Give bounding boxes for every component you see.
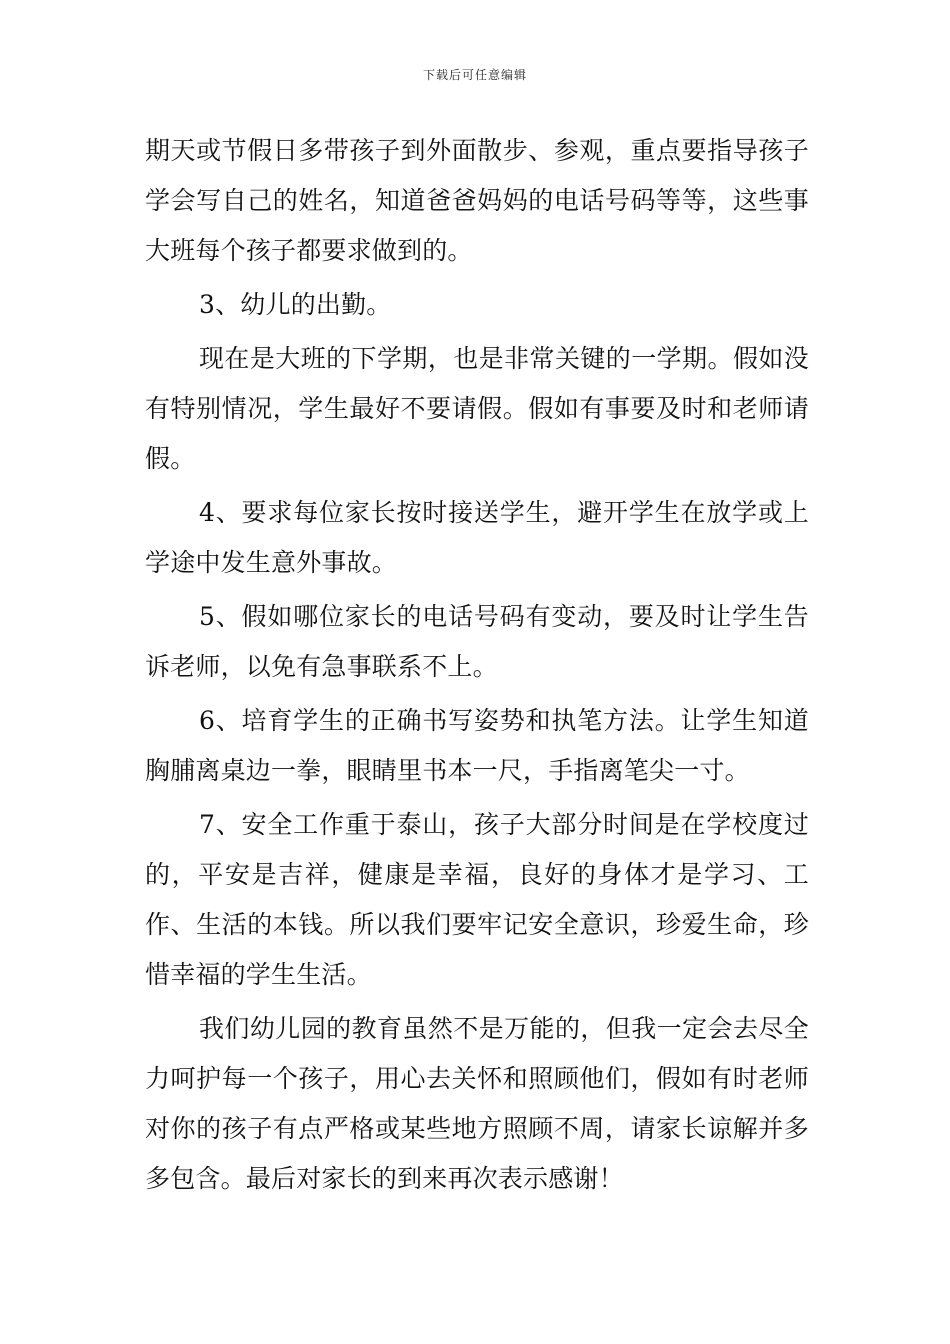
paragraph-item-6: 6、培育学生的正确书写姿势和执笔方法。让学生知道胸脯离桌边一拳，眼睛里书本一尺，手指离笔尖一寸。 [145, 706, 809, 785]
paragraph-item-4: 4、要求每位家长按时接送学生，避开学生在放学或上学途中发生意外事故。 [145, 498, 809, 577]
paragraph-closing: 我们幼儿园的教育虽然不是万能的，但我一定会去尽全力呵护每一个孩子，用心去关怀和照顾他们，假如有时老师对你的孩子有点严格或某些地方照顾不周，请家长谅解并多多包含。最后对家长的到来再次表示感谢！ [145, 1014, 809, 1193]
paragraph-item-7: 7、安全工作重于泰山，孩子大部分时间是在学校度过的，平安是吉祥，健康是幸福，良好的身体才是学习、工作、生活的本钱。所以我们要牢记安全意识，珍爱生命，珍惜幸福的学生生活。 [145, 810, 809, 989]
paragraph-continuation: 期天或节假日多带孩子到外面散步、参观，重点要指导孩子学会写自己的姓名，知道爸爸妈妈的电话号码等等，这些事大班每个孩子都要求做到的。 [145, 136, 809, 265]
page-header: 下载后可任意编辑 [422, 68, 527, 82]
paragraph-item-3-heading: 3、幼儿的出勤。 [199, 290, 392, 319]
document-body [145, 126, 809, 1208]
paragraph-attendance: 现在是大班的下学期，也是非常关键的一学期。假如没有特别情况，学生最好不要请假。假如有事要及时和老师请假。 [145, 344, 809, 473]
paragraph-item-5: 5、假如哪位家长的电话号码有变动，要及时让学生告诉老师，以免有急事联系不上。 [145, 602, 809, 681]
